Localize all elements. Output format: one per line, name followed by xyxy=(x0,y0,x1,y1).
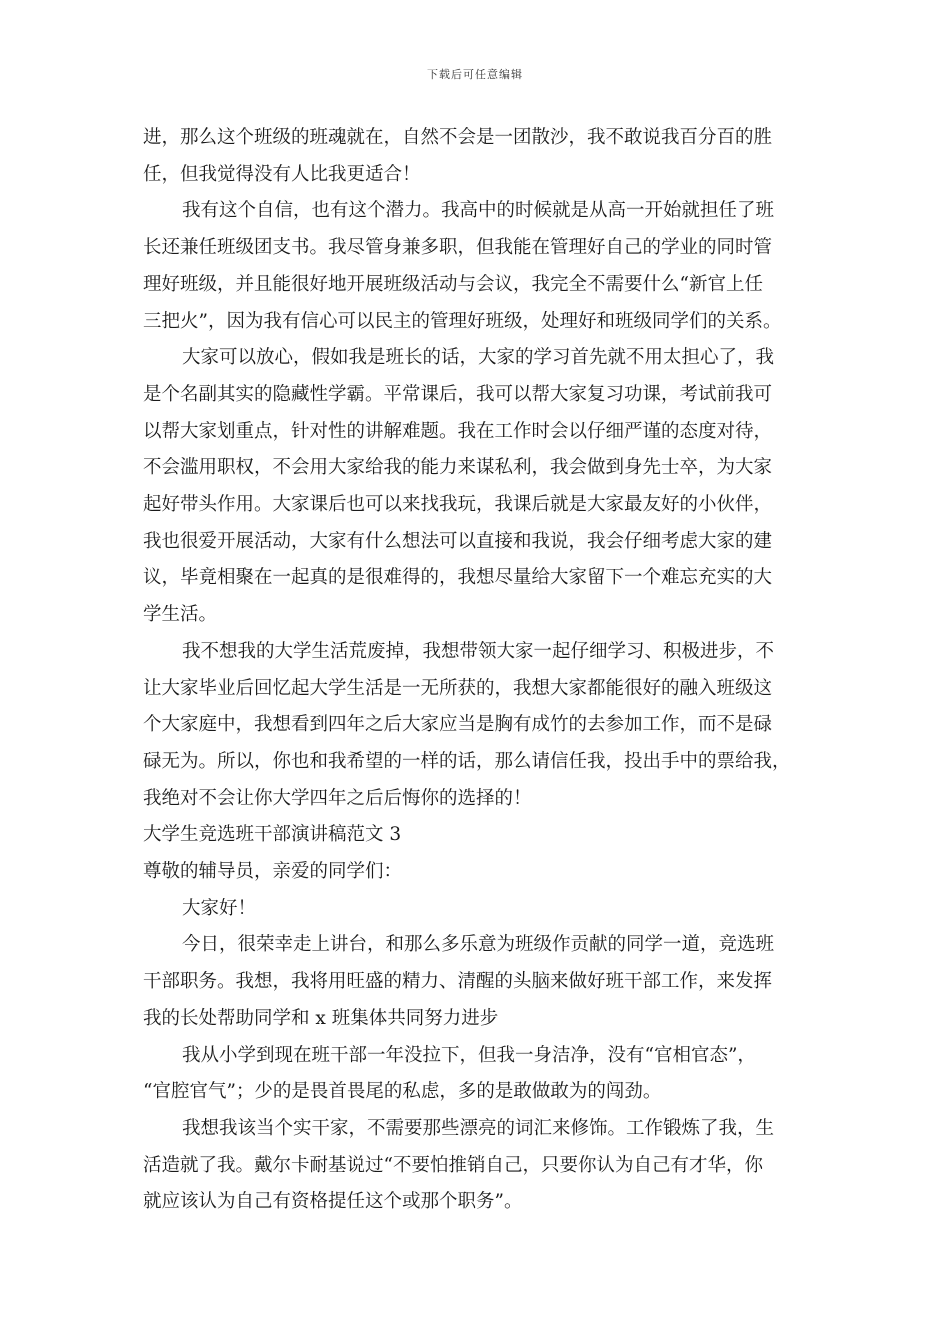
text-line: 我有这个自信，也有这个潜力。我高中的时候就是从高一开始就担任了班 xyxy=(182,200,775,222)
text-line: 就应该认为自己有资格提任这个或那个职务”。 xyxy=(143,1191,523,1213)
text-line: 我想我该当个实干家，不需要那些漂亮的词汇来修饰。工作锻炼了我，生 xyxy=(182,1117,775,1139)
text-line: 我也很爱开展活动，大家有什么想法可以直接和我说，我会仔细考虑大家的建 xyxy=(143,530,773,552)
text-line: 大家好！ xyxy=(182,897,257,919)
text-line: “官腔官气”；少的是畏首畏尾的私虑，多的是敢做敢为的闯劲。 xyxy=(143,1081,662,1103)
text-line: 我绝对不会让你大学四年之后后悔你的选择的！ xyxy=(143,787,532,809)
text-line: 三把火”，因为我有信心可以民主的管理好班级，处理好和班级同学们的关系。 xyxy=(143,310,782,332)
text-line: 我的长处帮助同学和 x 班集体共同努力进步 xyxy=(143,1007,499,1029)
text-line: 学生活。 xyxy=(143,604,218,626)
text-line: 议，毕竟相聚在一起真的是很难得的，我想尽量给大家留下一个难忘充实的大 xyxy=(143,567,773,589)
text-line: 干部职务。我想，我将用旺盛的精力、清醒的头脑来做好班干部工作，来发挥 xyxy=(143,971,773,993)
text-line: 任，但我觉得没有人比我更适合！ xyxy=(143,163,421,185)
text-line: 今日，很荣幸走上讲台，和那么多乐意为班级作贡献的同学一道，竞选班 xyxy=(182,934,775,956)
text-line: 尊敬的辅导员，亲爱的同学们： xyxy=(143,861,403,883)
text-line: 让大家毕业后回忆起大学生活是一无所获的，我想大家都能很好的融入班级这 xyxy=(143,677,773,699)
text-line: 个大家庭中，我想看到四年之后大家应当是胸有成竹的去参加工作，而不是碌 xyxy=(143,714,773,736)
text-line: 起好带头作用。大家课后也可以来找我玩，我课后就是大家最友好的小伙伴， xyxy=(143,494,773,516)
text-line: 以帮大家划重点，针对性的讲解难题。我在工作时会以仔细严谨的态度对待， xyxy=(143,420,773,442)
text-line: 大家可以放心，假如我是班长的话，大家的学习首先就不用太担心了，我 xyxy=(182,347,775,369)
text-line: 大学生竞选班干部演讲稿范文 3 xyxy=(143,824,402,846)
text-line: 我从小学到现在班干部一年没拉下，但我一身洁净，没有“官相官态”， xyxy=(182,1044,756,1066)
text-line: 进，那么这个班级的班魂就在，自然不会是一团散沙，我不敢说我百分百的胜 xyxy=(143,127,773,148)
text-line: 理好班级，并且能很好地开展班级活动与会议，我完全不需要什么“新官上任 xyxy=(143,273,763,295)
text-line: 长还兼任班级团支书。我尽管身兼多职，但我能在管理好自己的学业的同时管 xyxy=(143,237,773,259)
text-line: 我不想我的大学生活荒废掉，我想带领大家一起仔细学习、积极进步，不 xyxy=(182,640,775,662)
text-line: 是个名副其实的隐藏性学霸。平常课后，我可以帮大家复习功课，考试前我可 xyxy=(143,383,773,405)
document-body xyxy=(143,120,823,1221)
text-line: 不会滥用职权，不会用大家给我的能力来谋私利，我会做到身先士卒，为大家 xyxy=(143,457,773,479)
page-header: 下载后可任意编辑 xyxy=(427,68,523,81)
text-line: 活造就了我。戴尔卡耐基说过“不要怕推销自己，只要你认为自己有才华，你 xyxy=(143,1154,763,1176)
text-line: 碌无为。所以，你也和我希望的一样的话，那么请信任我，投出手中的票给我， xyxy=(143,750,791,772)
